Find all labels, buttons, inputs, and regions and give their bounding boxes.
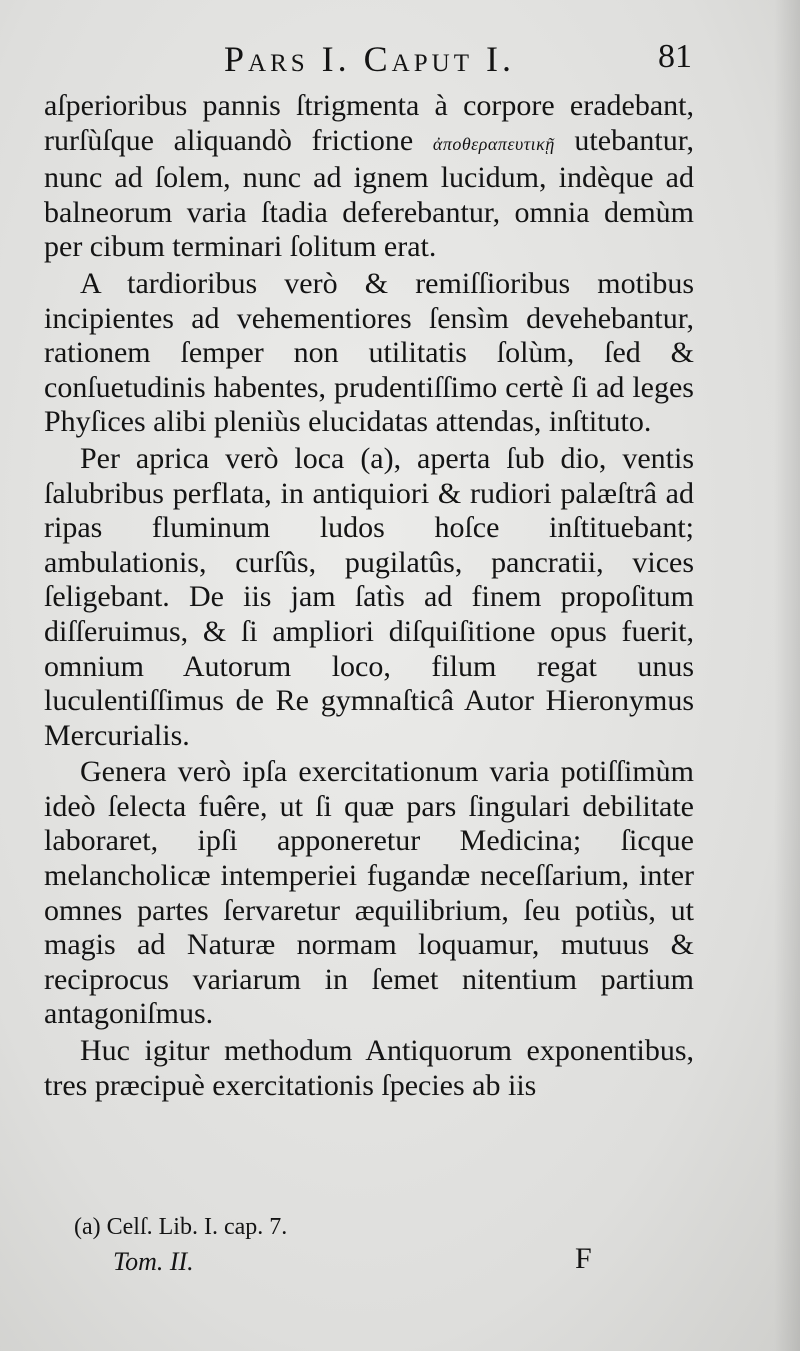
paragraph-1-text: aſperioribus pannis ſtrigmenta à corpore eradebant, rurſùſque aliquandò frictione [44,89,694,157]
paragraph-2: A tardioribus verò & remiſſioribus motibus incipientes ad vehementiores ſensìm devehebantur, rationem ſemper non utilitatis ſolùm, ſed & conſuetudinis habentes, prudentiſſimo certè ſi ad leges Phyſices alibi pleniùs elucidatas attendas, inſtituto. [44,266,694,439]
paragraph-3: Per aprica verò loca (a), aperta ſub dio, ventis ſalubribus perflata, in antiquiori & rudiori palæſtrâ ad ripas fluminum ludos hoſce inſtituebant; ambulationis, curſûs, pugilatûs, pancratii, vices ſeligebant. De iis jam ſatìs ad finem propoſitum diſſeruimus, & ſi ampliori diſquiſitione opus fuerit, omnium Autorum loco, filum regat unus luculentiſſimus de Re gymnaſticâ Autor Hieronymus Mercurialis. [44,441,694,752]
main-text [44,89,694,1103]
paragraph-1-tail: utebantur, nunc ad ſolem, nunc ad ignem lucidum, indèque ad balneorum varia ſtadia deferebantur, omnia demùm per cibum terminari ſolitum erat. [44,123,695,264]
volume-mark: Tom. II. [113,1247,194,1276]
signature-mark: F [575,1242,592,1275]
page-edge-shadow [774,0,800,1351]
paragraph-4: Genera verò ipſa exercitationum varia potiſſimùm ideò ſelecta fuêre, ut ſi quæ pars ſingulari debilitate laboraret, ipſi apponeretur Medicina; ſicque melancholicæ intemperiei fugandæ neceſſarium, inter omnes partes ſervaretur æquilibrium, ſeu potiùs, ut magis ad Naturæ normam loquamur, mutuus & reciprocus variarum in ſemet nitentium partium antagoniſmus. [44,755,694,1031]
paragraph-5: Huc igitur methodum Antiquorum exponentibus, tres præcipuè exercitationis ſpecies ab iis [44,1034,694,1102]
page-number: 81 [658,38,692,75]
paragraph-1 [44,89,694,265]
greek-word: ἀποθεραπευτικῇ [432,133,555,154]
running-head: Pars I. Caput I. [224,39,515,79]
footnote: (a) Celſ. Lib. I. cap. 7. [74,1214,288,1240]
